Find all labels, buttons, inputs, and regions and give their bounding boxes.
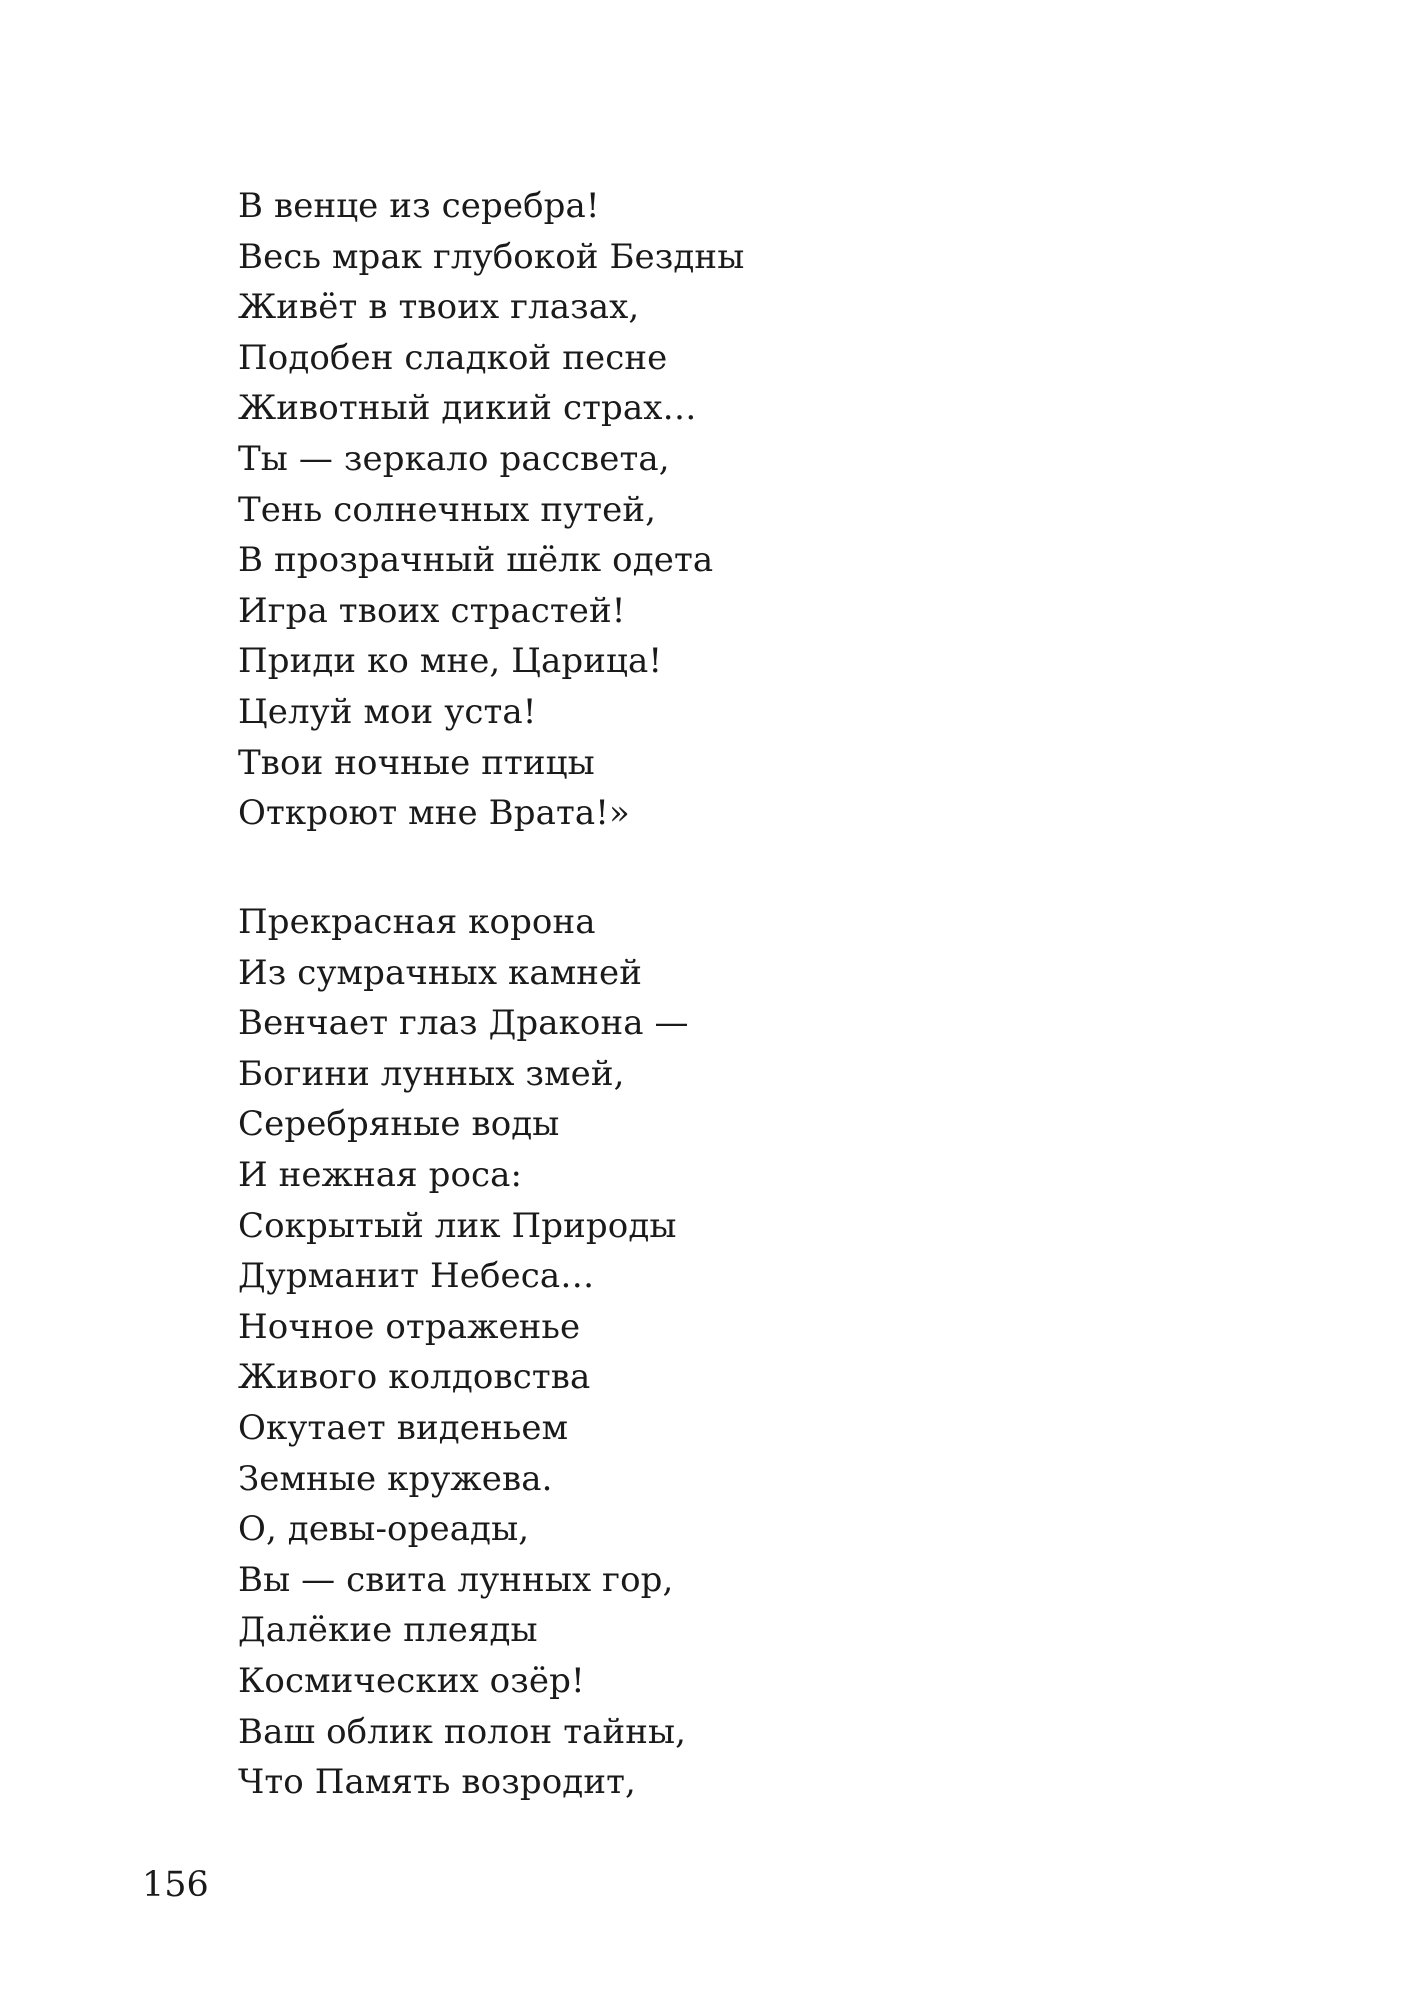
poem-line: Животный дикий страх…: [238, 388, 697, 429]
poem-line: Венчает глаз Дракона —: [238, 1003, 689, 1044]
poem-line: Живёт в твоих глазах,: [238, 287, 640, 328]
poem-line: Целуй мои уста!: [238, 691, 537, 732]
poem-line: Сокрытый лик Природы: [238, 1205, 677, 1246]
poem-stanza: [238, 897, 689, 1808]
poem-line: Далёкие плеяды: [238, 1610, 538, 1651]
poem-line: В венце из серебра!: [238, 186, 600, 226]
poem-line: Прекрасная корона: [238, 902, 596, 942]
poem-line: Ваш облик полон тайны,: [238, 1711, 687, 1752]
poem-line: Твои ночные птицы: [238, 742, 595, 783]
poem-line: Окутает виденьем: [238, 1407, 569, 1448]
poem-line: Ночное отраженье: [238, 1306, 581, 1347]
poem-line: И нежная роса:: [238, 1154, 523, 1195]
poem-line: Из сумрачных камней: [238, 952, 643, 993]
poem-line: Богини лунных змей,: [238, 1053, 625, 1094]
poem-line: О, девы-ореады,: [238, 1509, 530, 1550]
poem-line: В прозрачный шёлк одета: [238, 540, 714, 581]
poem-line: Живого колдовства: [238, 1357, 591, 1398]
poem-line: Игра твоих страстей!: [238, 590, 626, 631]
poem-line: Дурманит Небеса…: [238, 1256, 595, 1297]
poem-line: Тень солнечных путей,: [238, 489, 657, 530]
poem-stanza: [238, 181, 744, 839]
poem-line: Приди ко мне, Царица!: [238, 641, 663, 682]
poem-line: Серебряные воды: [238, 1104, 560, 1145]
poem-line: Ты — зеркало рассвета,: [238, 438, 670, 479]
poem-line: Вы — свита лунных гор,: [238, 1559, 674, 1600]
poem-line: Подобен сладкой песне: [238, 337, 668, 378]
page-number: 156: [142, 1865, 209, 1905]
poem-line: Откроют мне Врата!»: [238, 793, 630, 834]
poem-line: Космических озёр!: [238, 1660, 585, 1701]
poem-line: Весь мрак глубокой Бездны: [238, 236, 745, 277]
poem-line: Что Память возродит,: [238, 1762, 636, 1803]
poem-line: Земные кружева.: [238, 1458, 553, 1499]
